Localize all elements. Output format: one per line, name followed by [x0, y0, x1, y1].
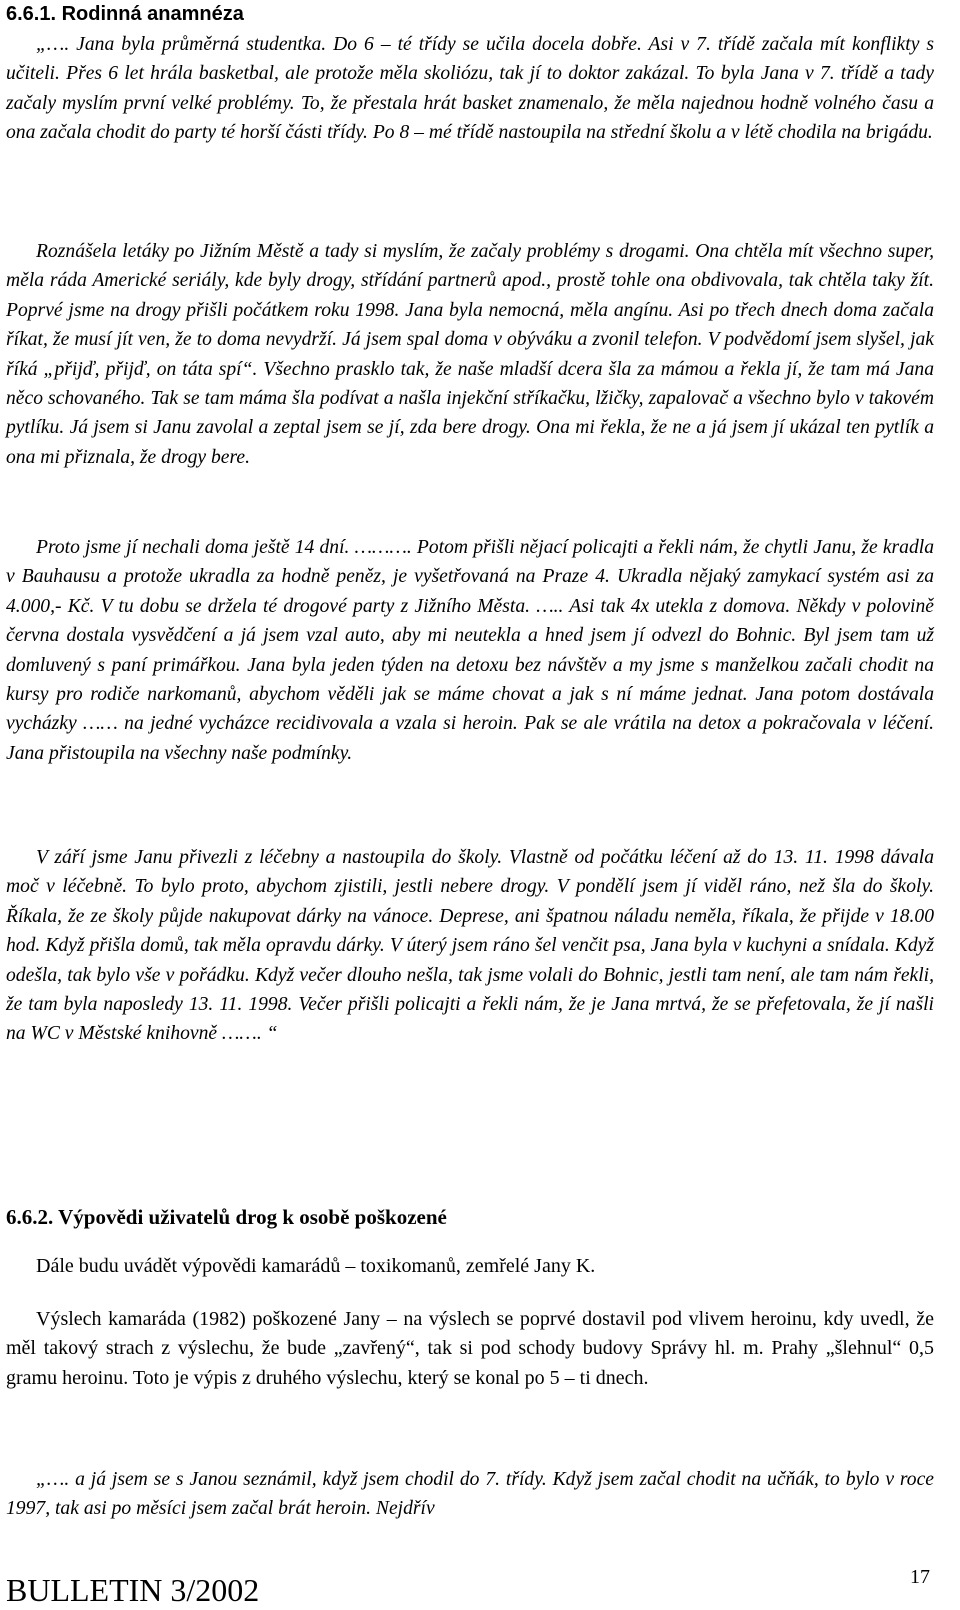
intro-paragraph	[6, 1252, 934, 1281]
quote-paragraph-2	[6, 237, 934, 472]
quote-paragraph-4	[6, 843, 934, 1049]
paragraph-text: „…. Jana byla průměrná studentka. Do 6 – té třídy se učila docela dobře. Asi v 7. třídě začala mít konflikty s učiteli. Přes 6 let hrála basketbal, ale protože měla skoliózu, tak jí to doktor zakázal. To byla Jana v 7. třídě a tady začaly myslím první velké problémy. To, že přestala hrát basket znamenalo, že měla najednou hodně volného času a ona začala chodit do party té horší části třídy. Po 8 – mé třídě nastoupila na střední školu a v létě chodila na brigádu.	[6, 34, 934, 144]
quote-paragraph-friend	[6, 1465, 934, 1524]
quote-paragraph-3	[6, 533, 934, 768]
section-heading-family-history: 6.6.1. Rodinná anamnéza	[6, 3, 244, 25]
paragraph-text: Výslech kamaráda (1982) poškozené Jany – na výslech se poprvé dostavil pod vlivem heroinu, kdy uvedl, že měl takový strach z výslechu, že bude „zavřený“, tak si pod schody budovy Správy hl. m. Prahy „šlehnul“ 0,5 gramu heroinu. Toto je výpis z druhého výslechu, který se konal po 5 – ti dnech.	[6, 1308, 934, 1389]
section-heading-drug-users-testimonies: 6.6.2. Výpovědi uživatelů drog k osobě poškozené	[6, 1205, 447, 1229]
paragraph-text: V září jsme Janu přivezli z léčebny a nastoupila do školy. Vlastně od počátku léčení až do 13. 11. 1998 dávala moč v léčebně. To bylo proto, abychom zjistili, jestli nebere drogy. V pondělí jsem jí viděl ráno, než šla do školy. Říkala, že ze školy půjde nakupovat dárky na vánoce. Deprese, ani špatnou náladu neměla, říkala, že přijde v 18.00 hod. Když přišla domů, tak měla opravdu dárky. V úterý jsem ráno šel venčit psa, Jana byla v kuchyni a snídala. Když odešla, tak bylo vše v pořádku. Když večer dlouho nešla, tak jsme volali do Bohnic, jestli tam není, ale tam nám řekli, že tam byla naposledy 13. 11. 1998. Večer přišli policajti a řekli nám, že je Jana mrtvá, že se přefetovala, že jí našli na WC v Městské knihovně ……. “	[6, 847, 934, 1045]
paragraph-text: Dále budu uvádět výpovědi kamarádů – toxikomanů, zemřelé Jany K.	[36, 1255, 596, 1277]
paragraph-text: „…. a já jsem se s Janou seznámil, když jsem chodil do 7. třídy. Když jsem začal chodit na učňák, to bylo v roce 1997, tak asi po měsíci jsem začal brát heroin. Nejdřív	[6, 1469, 934, 1520]
interrogation-paragraph	[6, 1305, 934, 1393]
paragraph-text: Roznášela letáky po Jižním Městě a tady si myslím, že začaly problémy s drogami. Ona chtěla mít všechno super, měla ráda Americké seriály, kde byly drogy, střídání partnerů apod., prostě tohle ona obdivovala, tak chtěla taky žít. Poprvé jsme na drogy přišli počátkem roku 1998. Jana byla nemocná, měla angínu. Asi po třech dnech doma začala říkat, že musí jít ven, že to doma nevydrží. Já jsem spal doma v obýváku a zvonil telefon. V podvědomí jsem slyšel, jak říká „přijď, přijď, on táta spí“. Všechno prasklo tak, že naše mladší dcera šla za mámou a řekla jí, že tam má Jana něco schovaného. Tak se tam máma šla podívat a našla injekční stříkačku, lžičky, zapalovač a všechno bylo v takovém pytlíku. Já jsem si Janu zavolal a zeptal jsem se jí, zda bere drogy. Ona mi řekla, že ne a já jsem jí ukázal ten pytlík a ona mi přiznala, že drogy bere.	[6, 241, 934, 468]
page-number: 17	[910, 1566, 930, 1588]
quote-paragraph-1	[6, 30, 934, 148]
bulletin-footer: BULLETIN 3/2002	[6, 1572, 260, 1608]
paragraph-text: Proto jsme jí nechali doma ještě 14 dní. ………. Potom přišli nějací policajti a řekli nám, že chytli Janu, že kradla v Bauhausu a protože ukradla za hodně peněz, je vyšetřovaná na Praze 4. Ukradla nějaký zamykací systém asi za 4.000,- Kč. V tu dobu se držela té drogové party z Jižního Města. ….. Asi tak 4x utekla z domova. Někdy v polovině června dostala vysvědčení a já jsem vzal auto, aby mi neutekla a hned jsem jí odvezl do Bohnic. Byl jsem tam už domluvený s paní primářkou. Jana byla jeden týden na detoxu bez návštěv a my jsme s manželkou začali chodit na kursy pro rodiče narkomanů, abychom věděli jak se máme chovat a jak s ní máme jednat. Jana potom dostávala vycházky …… na jedné vycházce recidivovala a vzala si heroin. Pak se ale vrátila na detox a pokračovala v léčení. Jana přistoupila na všechny naše podmínky.	[6, 537, 934, 764]
